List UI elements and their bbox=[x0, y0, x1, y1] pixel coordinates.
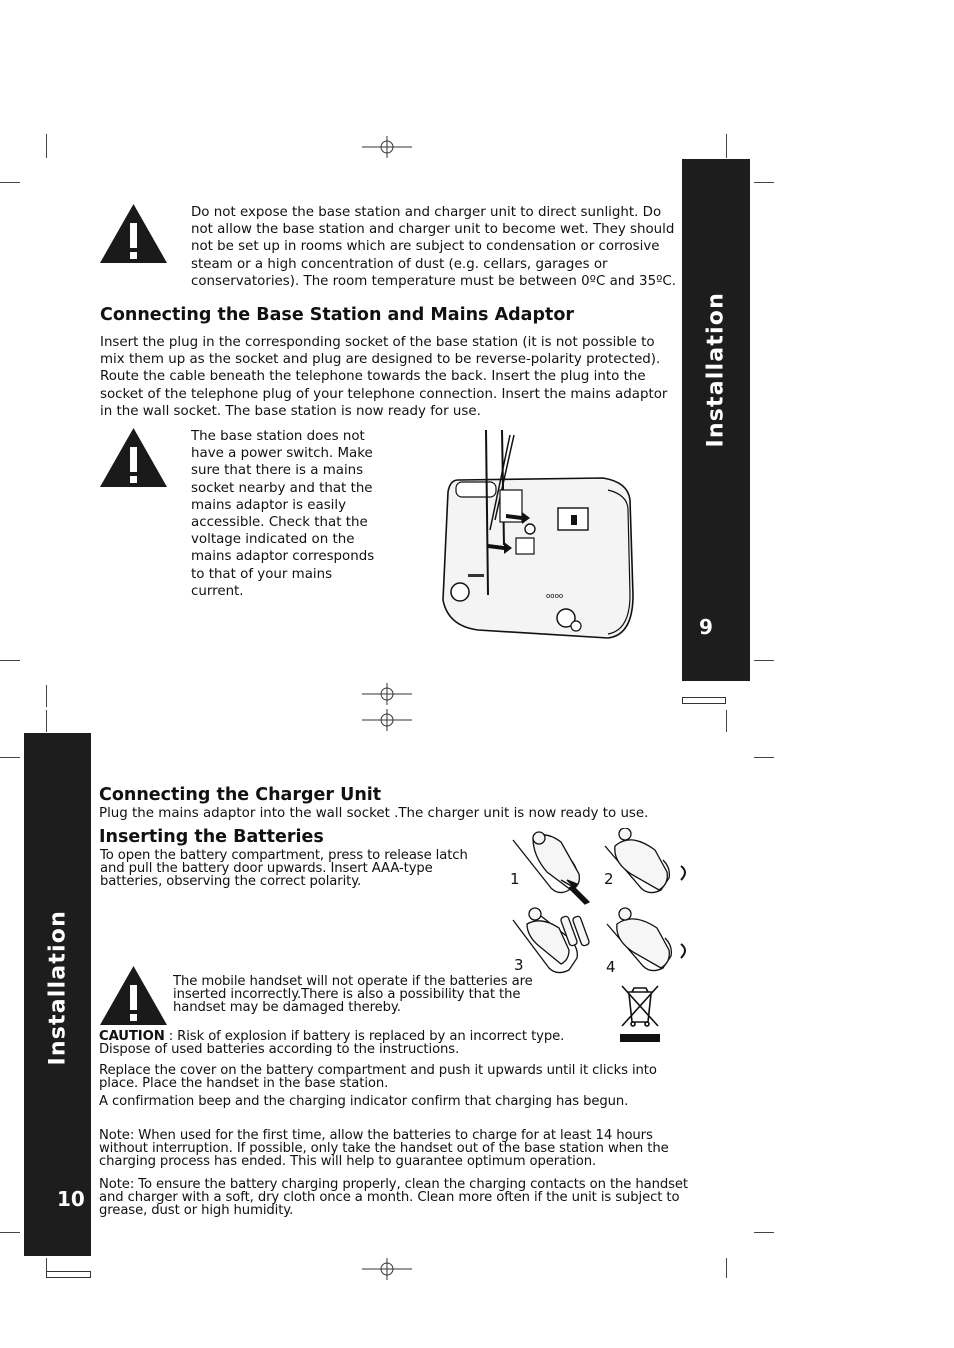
cleaning-note: Note: To ensure the battery charging properly, clean the charging contacts on the handset and charger with a soft, dry cloth once a month. Clean more often if the unit is subject to grease, dust or high humidity. bbox=[99, 1177, 689, 1219]
section-tab-label: Installation bbox=[45, 910, 71, 1066]
first-use-note: Note: When used for the first time, allow the batteries to charge for at least 14 hours without interruption. If possible, only take the handset out of the base station when the charging process has ended. This will help to guarantee optimum operation. bbox=[99, 1128, 669, 1170]
registration-mark-icon bbox=[362, 709, 412, 731]
warning-triangle-icon bbox=[99, 203, 168, 264]
power-switch-warning: The base station does not have a power switch. Make sure that there is a mains socket nearby and that the mains adaptor is easily accessible. Check that the voltage indicated on the mains adaptor corresponds to that of your mains current. bbox=[191, 429, 375, 599]
section-tab bbox=[682, 159, 750, 681]
replace-cover-text: Replace the cover on the battery compartment and push it upwards until it clicks into place. Place the handset in the base station. bbox=[99, 1063, 657, 1092]
caution-note bbox=[99, 1030, 609, 1056]
page-number: 10 bbox=[57, 1187, 85, 1211]
charger-heading: Connecting the Charger Unit bbox=[99, 785, 382, 805]
registration-mark-icon bbox=[362, 1258, 412, 1280]
step-label-3: 3 bbox=[514, 956, 524, 974]
registration-mark-icon bbox=[362, 136, 412, 158]
step-label-4: 4 bbox=[606, 958, 616, 976]
charger-text: Plug the mains adaptor into the wall socket .The charger unit is now ready to use. bbox=[99, 806, 649, 821]
charging-confirmation-text: A confirmation beep and the charging indicator confirm that charging has begun. bbox=[99, 1094, 629, 1109]
batteries-heading: Inserting the Batteries bbox=[99, 827, 324, 847]
caution-label: CAUTION bbox=[99, 1029, 165, 1044]
battery-polarity-warning: The mobile handset will not operate if the batteries are inserted incorrectly.There is also a possibility that the handset may be damaged thereby. bbox=[173, 974, 533, 1016]
connection-instructions: Insert the plug in the corresponding socket of the base station (it is not possible to mix them up as the socket and plug are designed to be reverse-polarity protected). Route the cable beneath the telephone towards the back. Insert the plug into the socket of the telephone plug of your telephone connection. Insert the mains adaptor in the wall socket. The base station is now ready for use. bbox=[100, 335, 668, 419]
battery-steps-illustration bbox=[505, 828, 695, 983]
step-label-1: 1 bbox=[510, 870, 520, 888]
caution-text: : Risk of explosion if battery is replaced by an incorrect type. Dispose of used batteries according to the instructions. bbox=[99, 1029, 565, 1058]
sunlight-warning-text: Do not expose the base station and charger unit to direct sunlight. Do not allow the base station and charger unit to become wet. They should not be set up in rooms which are subject to condensation or corrosive steam or a high concentration of dust (e.g. cellars, garages or conservatories). The room temperature must be between 0ºC and 35ºC. bbox=[191, 205, 677, 289]
warning-triangle-icon bbox=[99, 965, 168, 1026]
base-station-illustration bbox=[438, 430, 640, 642]
weee-bin-icon bbox=[618, 982, 662, 1044]
registration-mark-icon bbox=[362, 683, 412, 705]
step-label-2: 2 bbox=[604, 870, 614, 888]
section-heading: Connecting the Base Station and Mains Adaptor bbox=[100, 305, 574, 325]
page-number: 9 bbox=[699, 615, 713, 639]
batteries-instructions: To open the battery compartment, press to release latch and pull the battery door upwards. Insert AAA-type batteries, observing the correct polarity. bbox=[100, 848, 468, 890]
svg-text:oooo: oooo bbox=[546, 592, 564, 600]
section-tab-label: Installation bbox=[703, 292, 729, 448]
section-tab bbox=[24, 733, 91, 1256]
warning-triangle-icon bbox=[99, 427, 168, 488]
